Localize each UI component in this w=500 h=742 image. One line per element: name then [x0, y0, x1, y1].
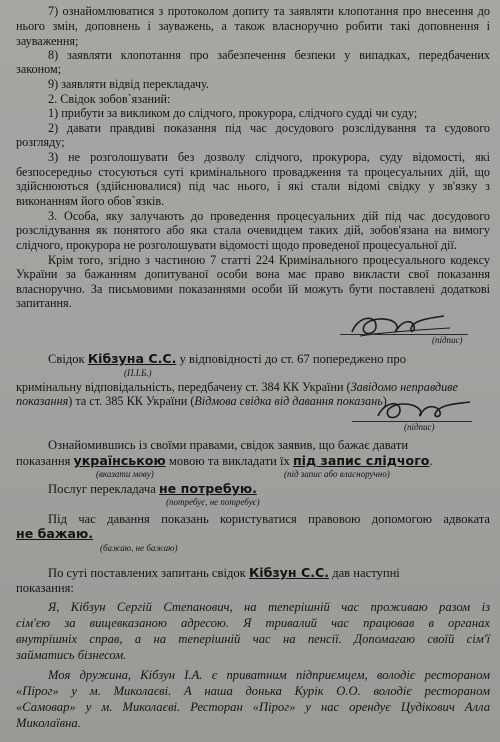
lawyer-line: Під час давання показань користуватися правовою допомогою адвоката	[48, 512, 490, 526]
text-line: Крім того, згідно з частиною 7 статті 224 Кримінального процесуального кодексу	[48, 253, 490, 267]
text-line: здійснюються (здійснювалися) під час нього, і які стали відомі свідку у зв'язку з	[16, 179, 490, 193]
text-line: 3) не розголошувати без дозволу слідчого, прокурора, суду відомості, які	[48, 150, 490, 164]
text-line: виконанням його обов`язків.	[16, 194, 165, 208]
witness-name: Кібзуна С.С.	[87, 351, 177, 366]
text-line: 9) заявляти відвід перекладачу.	[48, 77, 209, 91]
record-caption: (під запис або власноручно)	[284, 469, 390, 479]
text-line: 3. Особа, яку залучають до проведення процесуальних дій під час досудового	[48, 209, 490, 223]
text-line: 8) заявляти клопотання про забезпечення безпеки у випадках, передбачених	[48, 48, 490, 62]
testimony-line: сім'єю за вищевказаною адресою. Я тривалий час працював в органах	[16, 616, 490, 630]
rights-line: показання українською мовою та викладати їх під запис слідчого.	[16, 453, 433, 468]
witness-name-caption: (П.І.Б.)	[124, 368, 152, 378]
witness-suffix: у відповідності до ст. 67 попереджено про	[179, 352, 407, 366]
testimony-line: Миколаївна.	[16, 716, 81, 730]
text-line: власноручно. За письмовими показаннями особи їй можуть бути поставлені додаткові	[16, 282, 490, 296]
text-line: законом;	[16, 62, 62, 76]
liability-line: показання) та ст. 385 КК України (Відмова свідка від давання показань)	[16, 394, 387, 408]
signature-caption: (підпис)	[432, 335, 463, 345]
text-line: 7) ознайомлюватися з протоколом допиту та заявляти клопотання про внесення до	[48, 4, 490, 18]
language-caption: (вказати мову)	[96, 469, 154, 479]
testimony-line: внутрішніх справ, а на теперішній час на пенсії. Допомагаю своїй сім'ї	[16, 632, 490, 646]
witness-line	[48, 352, 406, 366]
lawyer-value: не бажаю.	[16, 526, 93, 541]
liability-line: кримінальну відповідальність, передбачену ст. 384 КК України (Завідомо неправдиве	[16, 380, 458, 394]
testimony-header-end: показання:	[16, 581, 74, 595]
rights-line: Ознайомившись із своїми правами, свідок заявив, що бажає давати	[48, 438, 409, 452]
language-value: українською	[73, 453, 166, 468]
testimony-line: Моя дружина, Кібзун І.А. є приватним підприємцем, володіє рестораном	[48, 668, 490, 682]
testimony-line: займатись бізнесом.	[16, 648, 127, 662]
interpreter-value: не потребую.	[158, 481, 257, 496]
text-line: безпосередньо стосуються суті кримінального провадження та процесуальних дій, що	[16, 165, 490, 179]
text-line: розгляду;	[16, 135, 65, 149]
interpreter-line: Послуг перекладача не потребую.	[48, 481, 257, 496]
text-line: нього змін, доповнень і зауважень, а також власноручно робити такі доповнення і	[16, 19, 490, 33]
testimony-line: Я, Кібзун Сергій Степанович, на теперішній час проживаю разом із	[48, 600, 490, 614]
text-line: України за бажанням допитуваної особи вона має право викласти свої показання	[16, 267, 490, 281]
text-line: зауваження;	[16, 34, 79, 48]
interpreter-caption: (потребує, не потребує)	[166, 497, 260, 507]
witness-prefix: Свідок	[48, 352, 85, 366]
testimony-line: «Пірог» у м. Миколаєві. А наша донька Курік О.О. володіє рестораном	[16, 684, 490, 698]
text-line: запитання.	[16, 296, 72, 310]
text-line: 1) прибути за викликом до слідчого, прокурора, слідчого судді чи суду;	[48, 106, 418, 120]
lawyer-value-line	[16, 527, 93, 541]
signature-caption: (підпис)	[404, 422, 435, 432]
lawyer-caption: (бажаю, не бажаю)	[100, 543, 178, 553]
testimony-header: По суті поставлених запитань свідок Кібзун С.С. дав наступні	[48, 565, 400, 580]
record-method-value: під запис слідчого	[292, 453, 430, 468]
text-line: слідчого, прокурора не розголошувати відомості щодо проведеної процесуальної дії.	[16, 238, 457, 252]
testimony-witness-name: Кібзун С.С.	[248, 565, 330, 580]
text-line: 2. Свідок зобов`язаний:	[48, 92, 171, 106]
testimony-line: «Самовар» у м. Миколаєві. Ресторан «Пірог» у нас орендує Цудікович Алла	[16, 700, 490, 714]
text-line: розслідування як понятого або яка стала очевидцем таких дій, зобов'язана на вимогу	[16, 223, 490, 237]
text-line: 2) давати правдиві показання під час досудового розслідування та судового	[48, 121, 490, 135]
